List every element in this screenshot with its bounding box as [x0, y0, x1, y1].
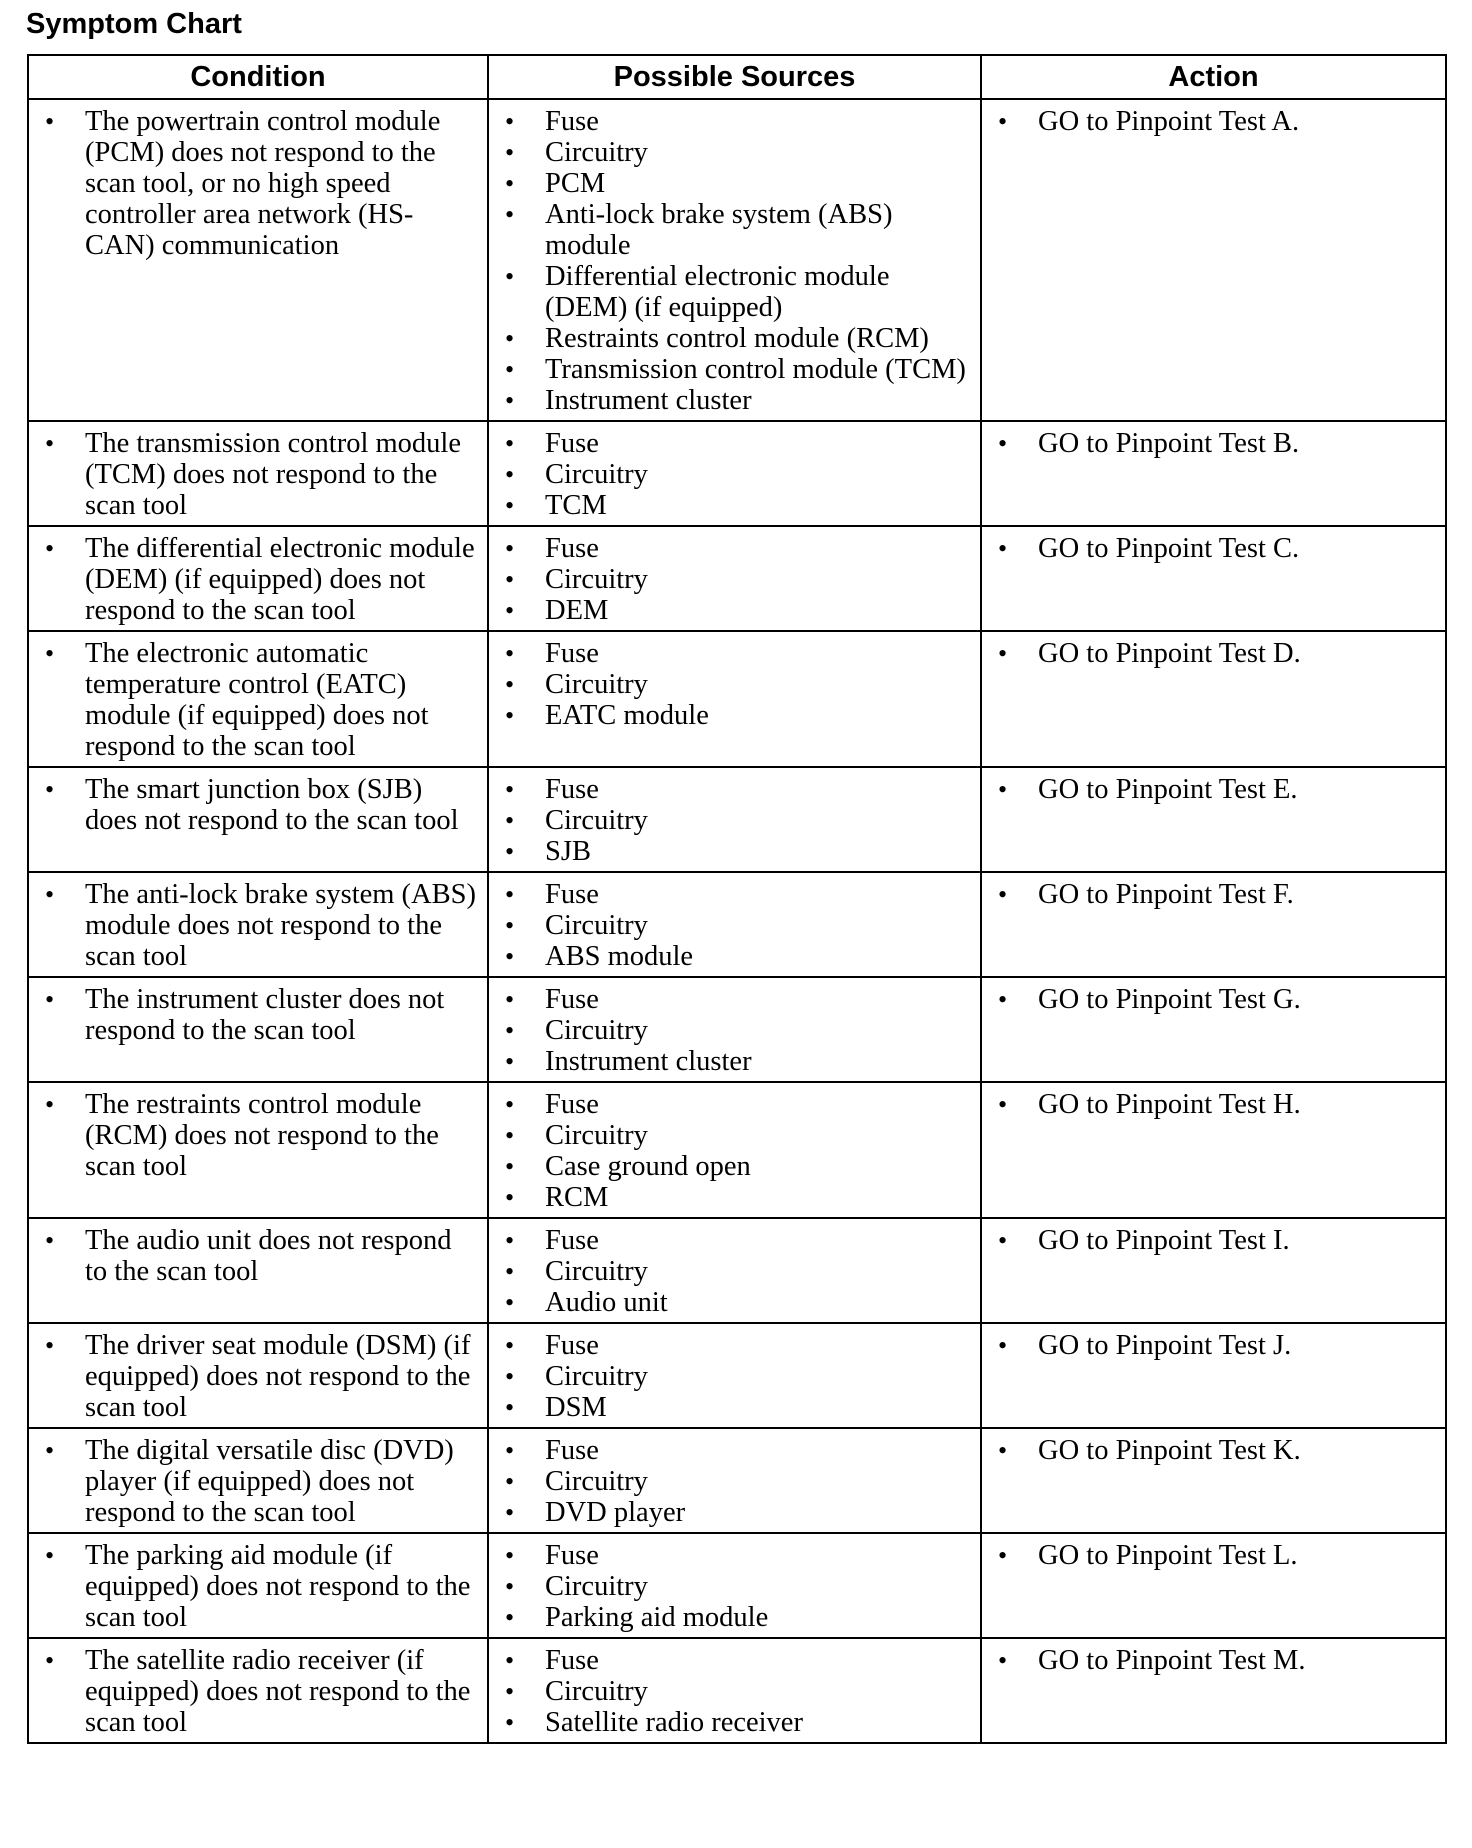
possible-sources-list	[499, 984, 970, 1077]
possible-source-item: • Circuitry	[499, 1256, 970, 1287]
pinpoint-test-link: • GO to Pinpoint Test I.	[992, 1225, 1435, 1256]
table-row	[28, 1533, 1446, 1638]
action-cell	[981, 421, 1446, 526]
condition-cell	[28, 977, 488, 1082]
possible-source-item: • Fuse	[499, 1089, 970, 1120]
possible-source-item: • Fuse	[499, 1540, 970, 1571]
action-cell	[981, 872, 1446, 977]
header-row	[28, 55, 1446, 99]
possible-source-item: • Fuse	[499, 428, 970, 459]
condition-text: • The electronic automatic temperature control (EATC) module (if equipped) does not respond to the scan tool	[39, 638, 477, 762]
possible-source-item: • Circuitry	[499, 1571, 970, 1602]
condition-list	[39, 1540, 477, 1633]
possible-source-item: • Circuitry	[499, 1120, 970, 1151]
action-list	[992, 428, 1435, 459]
pinpoint-test-link: • GO to Pinpoint Test G.	[992, 984, 1435, 1015]
condition-text: • The parking aid module (if equipped) does not respond to the scan tool	[39, 1540, 477, 1633]
condition-text: • The instrument cluster does not respond to the scan tool	[39, 984, 477, 1046]
possible-source-item: • DEM	[499, 595, 970, 626]
possible-source-item: • Restraints control module (RCM)	[499, 323, 970, 354]
condition-text: • The driver seat module (DSM) (if equipped) does not respond to the scan tool	[39, 1330, 477, 1423]
possible-sources-cell	[488, 1082, 981, 1218]
possible-sources-list	[499, 106, 970, 416]
possible-source-item: • SJB	[499, 836, 970, 867]
possible-source-item: • TCM	[499, 490, 970, 521]
possible-sources-cell	[488, 767, 981, 872]
possible-sources-cell	[488, 631, 981, 767]
table-row	[28, 872, 1446, 977]
possible-source-item: • Circuitry	[499, 459, 970, 490]
action-cell	[981, 977, 1446, 1082]
possible-source-item: • Fuse	[499, 1435, 970, 1466]
condition-text: • The digital versatile disc (DVD) player (if equipped) does not respond to the scan tool	[39, 1435, 477, 1528]
table-row	[28, 631, 1446, 767]
possible-source-item: • Fuse	[499, 984, 970, 1015]
possible-source-item: • Case ground open	[499, 1151, 970, 1182]
condition-list	[39, 774, 477, 836]
action-cell	[981, 1218, 1446, 1323]
possible-source-item: • Circuitry	[499, 805, 970, 836]
condition-cell	[28, 1428, 488, 1533]
pinpoint-test-link: • GO to Pinpoint Test A.	[992, 106, 1435, 137]
condition-cell	[28, 1218, 488, 1323]
table-row	[28, 99, 1446, 421]
table-row	[28, 421, 1446, 526]
possible-sources-header: Possible Sources	[488, 55, 981, 99]
pinpoint-test-link: • GO to Pinpoint Test L.	[992, 1540, 1435, 1571]
action-list	[992, 879, 1435, 910]
condition-text: • The smart junction box (SJB) does not respond to the scan tool	[39, 774, 477, 836]
possible-source-item: • Circuitry	[499, 669, 970, 700]
pinpoint-test-link: • GO to Pinpoint Test B.	[992, 428, 1435, 459]
possible-sources-list	[499, 1540, 970, 1633]
action-cell	[981, 1638, 1446, 1743]
pinpoint-test-link: • GO to Pinpoint Test D.	[992, 638, 1435, 669]
condition-list	[39, 1225, 477, 1287]
possible-source-item: • Circuitry	[499, 910, 970, 941]
possible-sources-list	[499, 1089, 970, 1213]
condition-cell	[28, 767, 488, 872]
condition-list	[39, 879, 477, 972]
possible-sources-cell	[488, 421, 981, 526]
condition-cell	[28, 1638, 488, 1743]
table-row	[28, 1323, 1446, 1428]
action-list	[992, 1645, 1435, 1676]
action-cell	[981, 1428, 1446, 1533]
table-row	[28, 1082, 1446, 1218]
condition-text: • The transmission control module (TCM) does not respond to the scan tool	[39, 428, 477, 521]
possible-source-item: • DSM	[499, 1392, 970, 1423]
possible-source-item: • Fuse	[499, 879, 970, 910]
possible-source-item: • EATC module	[499, 700, 970, 731]
possible-sources-cell	[488, 1533, 981, 1638]
table-row	[28, 1218, 1446, 1323]
action-list	[992, 1330, 1435, 1361]
possible-source-item: • Anti-lock brake system (ABS) module	[499, 199, 970, 261]
condition-list	[39, 1435, 477, 1528]
possible-sources-list	[499, 1645, 970, 1738]
page-title: Symptom Chart	[26, 8, 242, 40]
table-row	[28, 1428, 1446, 1533]
action-list	[992, 533, 1435, 564]
action-list	[992, 106, 1435, 137]
action-list	[992, 1225, 1435, 1256]
pinpoint-test-link: • GO to Pinpoint Test E.	[992, 774, 1435, 805]
condition-list	[39, 428, 477, 521]
possible-source-item: • Circuitry	[499, 564, 970, 595]
table-row	[28, 1638, 1446, 1743]
action-list	[992, 638, 1435, 669]
possible-source-item: • Circuitry	[499, 1466, 970, 1497]
action-list	[992, 984, 1435, 1015]
condition-cell	[28, 1533, 488, 1638]
action-cell	[981, 526, 1446, 631]
condition-cell	[28, 99, 488, 421]
condition-cell	[28, 872, 488, 977]
possible-source-item: • Instrument cluster	[499, 385, 970, 416]
possible-sources-list	[499, 428, 970, 521]
possible-source-item: • Instrument cluster	[499, 1046, 970, 1077]
possible-sources-list	[499, 638, 970, 731]
table-row	[28, 767, 1446, 872]
possible-source-item: • Satellite radio receiver	[499, 1707, 970, 1738]
table-row	[28, 977, 1446, 1082]
pinpoint-test-link: • GO to Pinpoint Test F.	[992, 879, 1435, 910]
possible-source-item: • ABS module	[499, 941, 970, 972]
possible-source-item: • Fuse	[499, 1330, 970, 1361]
possible-sources-list	[499, 533, 970, 626]
action-cell	[981, 1533, 1446, 1638]
condition-list	[39, 1330, 477, 1423]
possible-source-item: • PCM	[499, 168, 970, 199]
possible-source-item: • Differential electronic module (DEM) (if equipped)	[499, 261, 970, 323]
condition-text: • The satellite radio receiver (if equipped) does not respond to the scan tool	[39, 1645, 477, 1738]
possible-sources-list	[499, 879, 970, 972]
condition-cell	[28, 631, 488, 767]
possible-sources-cell	[488, 872, 981, 977]
action-cell	[981, 1082, 1446, 1218]
pinpoint-test-link: • GO to Pinpoint Test K.	[992, 1435, 1435, 1466]
condition-text: • The restraints control module (RCM) does not respond to the scan tool	[39, 1089, 477, 1182]
symptom-chart-table	[27, 54, 1447, 1744]
action-list	[992, 1089, 1435, 1120]
possible-sources-list	[499, 1225, 970, 1318]
table-row	[28, 526, 1446, 631]
possible-sources-list	[499, 774, 970, 867]
possible-sources-cell	[488, 1218, 981, 1323]
possible-source-item: • RCM	[499, 1182, 970, 1213]
possible-sources-cell	[488, 526, 981, 631]
condition-cell	[28, 1323, 488, 1428]
action-list	[992, 774, 1435, 805]
possible-sources-cell	[488, 1638, 981, 1743]
action-cell	[981, 767, 1446, 872]
possible-source-item: • Circuitry	[499, 1015, 970, 1046]
possible-source-item: • Fuse	[499, 638, 970, 669]
condition-text: • The differential electronic module (DEM) (if equipped) does not respond to the scan tool	[39, 533, 477, 626]
possible-sources-cell	[488, 1323, 981, 1428]
condition-list	[39, 984, 477, 1046]
condition-text: • The powertrain control module (PCM) does not respond to the scan tool, or no high speed controller area network (HS-CAN) communication	[39, 106, 477, 261]
possible-sources-list	[499, 1435, 970, 1528]
pinpoint-test-link: • GO to Pinpoint Test M.	[992, 1645, 1435, 1676]
possible-sources-list	[499, 1330, 970, 1423]
action-cell	[981, 99, 1446, 421]
possible-source-item: • Fuse	[499, 1645, 970, 1676]
condition-list	[39, 1089, 477, 1182]
condition-list	[39, 1645, 477, 1738]
pinpoint-test-link: • GO to Pinpoint Test C.	[992, 533, 1435, 564]
condition-list	[39, 533, 477, 626]
action-list	[992, 1540, 1435, 1571]
possible-sources-cell	[488, 977, 981, 1082]
action-cell	[981, 631, 1446, 767]
condition-list	[39, 106, 477, 261]
possible-source-item: • Circuitry	[499, 1676, 970, 1707]
condition-cell	[28, 526, 488, 631]
pinpoint-test-link: • GO to Pinpoint Test J.	[992, 1330, 1435, 1361]
possible-source-item: • Fuse	[499, 106, 970, 137]
possible-sources-cell	[488, 1428, 981, 1533]
condition-text: • The audio unit does not respond to the scan tool	[39, 1225, 477, 1287]
pinpoint-test-link: • GO to Pinpoint Test H.	[992, 1089, 1435, 1120]
condition-cell	[28, 421, 488, 526]
symptom-chart-body	[28, 99, 1446, 1743]
condition-list	[39, 638, 477, 762]
action-header: Action	[981, 55, 1446, 99]
action-cell	[981, 1323, 1446, 1428]
action-list	[992, 1435, 1435, 1466]
condition-text: • The anti-lock brake system (ABS) module does not respond to the scan tool	[39, 879, 477, 972]
possible-source-item: • Fuse	[499, 774, 970, 805]
possible-source-item: • Circuitry	[499, 1361, 970, 1392]
possible-source-item: • Transmission control module (TCM)	[499, 354, 970, 385]
possible-source-item: • Fuse	[499, 1225, 970, 1256]
condition-cell	[28, 1082, 488, 1218]
possible-source-item: • DVD player	[499, 1497, 970, 1528]
possible-sources-cell	[488, 99, 981, 421]
possible-source-item: • Fuse	[499, 533, 970, 564]
possible-source-item: • Circuitry	[499, 137, 970, 168]
possible-source-item: • Parking aid module	[499, 1602, 970, 1633]
condition-header: Condition	[28, 55, 488, 99]
possible-source-item: • Audio unit	[499, 1287, 970, 1318]
